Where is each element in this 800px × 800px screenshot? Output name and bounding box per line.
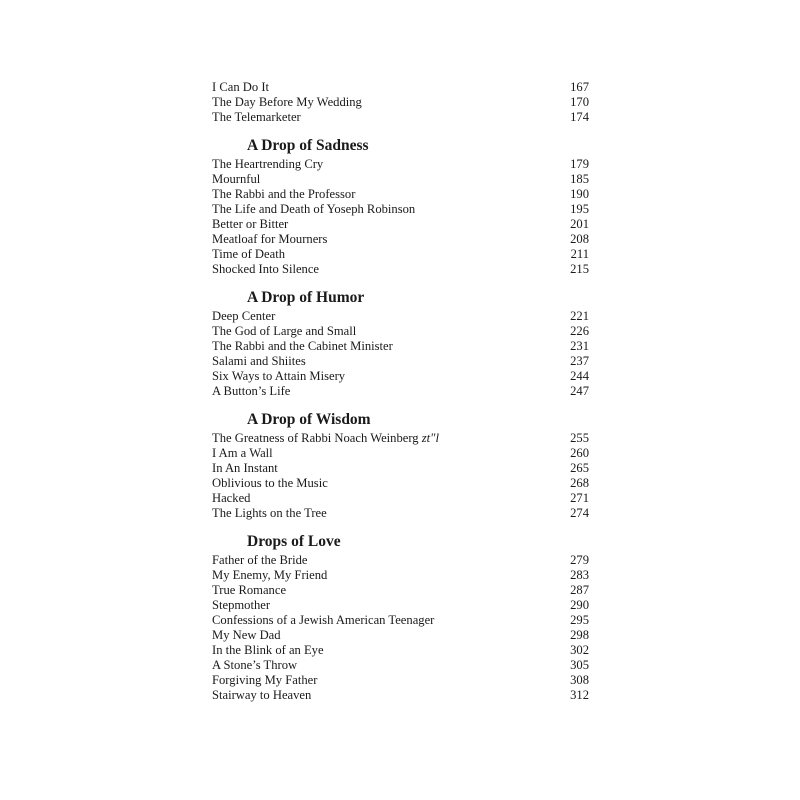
toc-entry xyxy=(212,309,589,324)
toc-entry-title: Father of the Bride xyxy=(212,553,308,567)
toc-entry-title: Forgiving My Father xyxy=(212,673,318,687)
toc-entry-title: Salami and Shiites xyxy=(212,354,306,368)
toc-entry-page: 195 xyxy=(570,202,589,216)
toc-entry-title: Stairway to Heaven xyxy=(212,688,312,702)
toc-entry-page: 201 xyxy=(570,217,589,231)
toc-entry xyxy=(212,247,589,262)
toc-entry-page: 295 xyxy=(570,613,589,627)
toc-entry-page: 167 xyxy=(570,80,589,94)
toc-entry-page: 237 xyxy=(570,354,589,368)
section-heading: A Drop of Sadness xyxy=(247,137,369,154)
toc-entry-title xyxy=(212,431,439,446)
toc-entry-title-text: The Greatness of Rabbi Noach Weinberg xyxy=(212,431,419,445)
toc-section-sadness xyxy=(212,136,589,277)
toc-entry-page: 190 xyxy=(570,187,589,201)
toc-entry xyxy=(212,369,589,384)
toc-entry-page: 305 xyxy=(570,658,589,672)
toc-entry-page: 260 xyxy=(570,446,589,460)
toc-entry-page: 279 xyxy=(570,553,589,567)
toc-entry-page: 247 xyxy=(570,384,589,398)
toc-entry xyxy=(212,354,589,369)
toc-entry-title: The Telemarketer xyxy=(212,110,301,124)
toc-entry-page: 287 xyxy=(570,583,589,597)
toc-section-wisdom xyxy=(212,410,589,521)
toc-entry xyxy=(212,202,589,217)
toc-entry-title: A Stone’s Throw xyxy=(212,658,298,672)
toc-entry-page: 298 xyxy=(570,628,589,642)
toc-entry-title: My Enemy, My Friend xyxy=(212,568,328,582)
toc-entry-title-honorific: zt"l xyxy=(421,431,439,445)
toc-entry-title: The Life and Death of Yoseph Robinson xyxy=(212,202,416,216)
toc-entry-title: Shocked Into Silence xyxy=(212,262,320,276)
toc-intro-group xyxy=(212,80,589,125)
toc-entry xyxy=(212,598,589,613)
toc-entry-title: My New Dad xyxy=(212,628,281,642)
toc-entry xyxy=(212,583,589,598)
toc-entry-title: Six Ways to Attain Misery xyxy=(212,369,346,383)
toc-entry-title: In the Blink of an Eye xyxy=(212,643,324,657)
toc-entry-page: 244 xyxy=(570,369,589,383)
toc-entry-title: Confessions of a Jewish American Teenager xyxy=(212,613,435,627)
toc-entry-title: I Can Do It xyxy=(212,80,270,94)
toc-entry-title: Oblivious to the Music xyxy=(212,476,328,490)
toc-entry xyxy=(212,688,589,703)
toc-entry-page: 208 xyxy=(570,232,589,246)
toc-entry-title: In An Instant xyxy=(212,461,278,475)
toc-entry xyxy=(212,491,589,506)
toc-entry xyxy=(212,628,589,643)
toc-entry-title: Hacked xyxy=(212,491,251,505)
toc-entry xyxy=(212,324,589,339)
toc-entry xyxy=(212,446,589,461)
toc-entry-title: Time of Death xyxy=(212,247,285,261)
toc-entry-title: Meatloaf for Mourners xyxy=(212,232,328,246)
toc-entry-page: 274 xyxy=(570,506,589,520)
toc-entry-page: 268 xyxy=(570,476,589,490)
toc-entry xyxy=(212,476,589,491)
toc-entry-page: 308 xyxy=(570,673,589,687)
toc-entry-title: The Day Before My Wedding xyxy=(212,95,362,109)
toc-entry-page: 283 xyxy=(570,568,589,582)
toc-section-humor xyxy=(212,288,589,399)
toc-entry-title: The Heartrending Cry xyxy=(212,157,324,171)
toc-entry-title: Better or Bitter xyxy=(212,217,289,231)
toc-entry-page: 215 xyxy=(570,262,589,276)
toc-entry xyxy=(212,384,589,399)
toc-entry-page: 231 xyxy=(570,339,589,353)
toc-entry-title: The Rabbi and the Professor xyxy=(212,187,356,201)
toc-entry-title: The Rabbi and the Cabinet Minister xyxy=(212,339,393,353)
toc-entry-page: 312 xyxy=(570,688,589,702)
toc-entry-title: Mournful xyxy=(212,172,261,186)
toc-entry xyxy=(212,643,589,658)
toc-entry xyxy=(212,262,589,277)
toc-entry-page: 211 xyxy=(570,247,589,261)
toc-entry xyxy=(212,172,589,187)
toc-entry xyxy=(212,568,589,583)
toc-entry xyxy=(212,80,589,95)
section-heading: Drops of Love xyxy=(247,533,341,550)
toc-entry xyxy=(212,658,589,673)
toc-entry-title: I Am a Wall xyxy=(212,446,273,460)
toc-entry xyxy=(212,187,589,202)
toc-entry-page: 271 xyxy=(570,491,589,505)
toc-entry xyxy=(212,613,589,628)
toc-entry-title: The God of Large and Small xyxy=(212,324,357,338)
toc-entry-page: 179 xyxy=(570,157,589,171)
toc-entry-title: Deep Center xyxy=(212,309,276,323)
toc-entry xyxy=(212,431,589,446)
toc-entry xyxy=(212,673,589,688)
toc-entry xyxy=(212,232,589,247)
toc-entry xyxy=(212,157,589,172)
toc-entry xyxy=(212,461,589,476)
toc-entry-title: The Lights on the Tree xyxy=(212,506,327,520)
toc-entry xyxy=(212,95,589,110)
toc-entry xyxy=(212,217,589,232)
toc-entry xyxy=(212,553,589,568)
toc-entry-title: A Button’s Life xyxy=(212,384,291,398)
section-heading: A Drop of Humor xyxy=(247,289,365,306)
toc-entry xyxy=(212,506,589,521)
toc-entry-page: 290 xyxy=(570,598,589,612)
toc-entry-page: 170 xyxy=(570,95,589,109)
toc-entry-page: 255 xyxy=(570,431,589,445)
table-of-contents xyxy=(212,80,589,703)
toc-entry-page: 185 xyxy=(570,172,589,186)
toc-entry xyxy=(212,110,589,125)
toc-entry-page: 302 xyxy=(570,643,589,657)
toc-entry-page: 226 xyxy=(570,324,589,338)
toc-entry-page: 221 xyxy=(570,309,589,323)
toc-section-love xyxy=(212,532,589,703)
toc-entry-title: Stepmother xyxy=(212,598,271,612)
toc-entry xyxy=(212,339,589,354)
toc-entry-page: 174 xyxy=(570,110,589,124)
section-heading: A Drop of Wisdom xyxy=(247,411,371,428)
toc-entry-page: 265 xyxy=(570,461,589,475)
toc-entry-title: True Romance xyxy=(212,583,287,597)
